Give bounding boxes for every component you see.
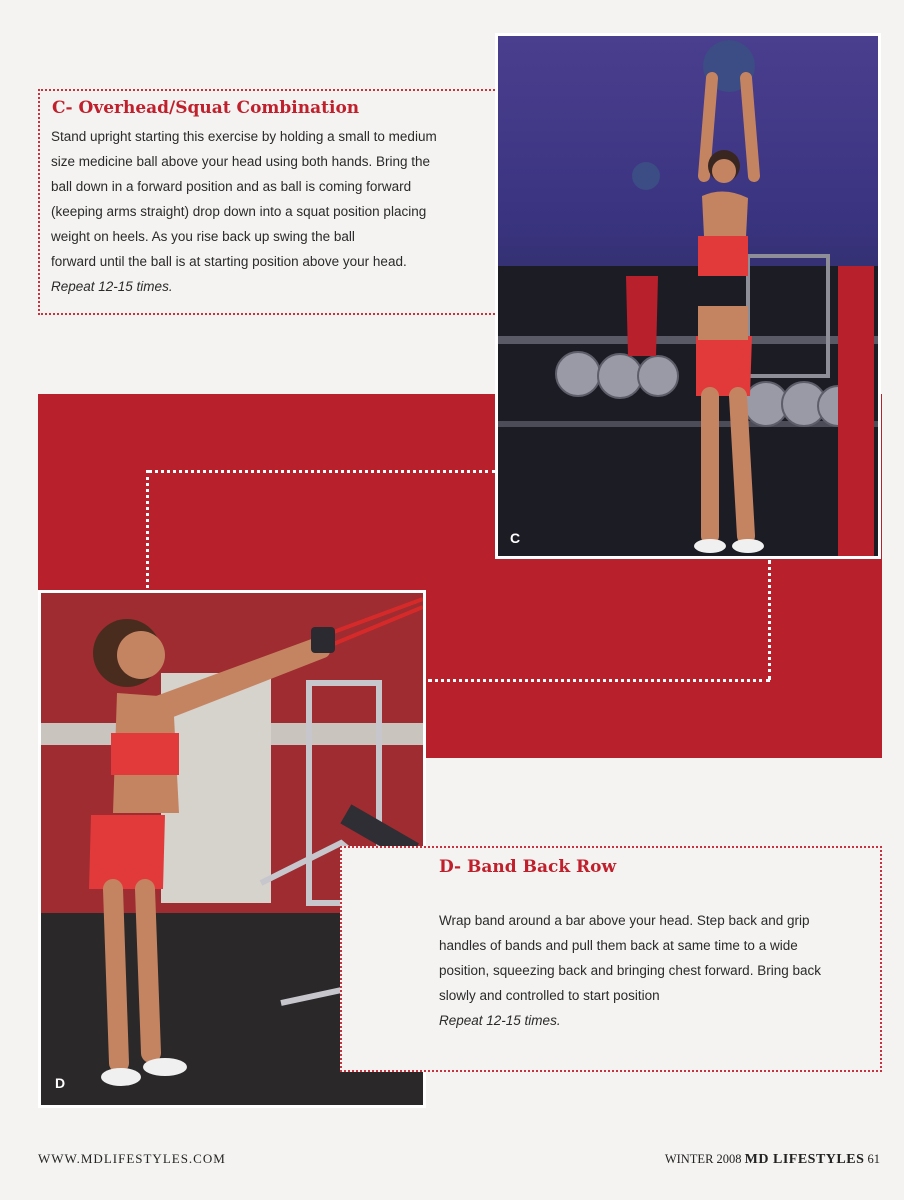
footer-folio xyxy=(665,1152,880,1168)
section-c-line: weight on heels. As you rise back up swing the ball xyxy=(51,229,355,244)
section-d-line: slowly and controlled to start position xyxy=(439,988,660,1003)
section-d-line: Wrap band around a bar above your head. Step back and grip xyxy=(439,913,810,928)
section-c-line: size medicine ball above your head using both hands. Bring the xyxy=(51,154,430,169)
section-c-line: forward until the ball is at starting position above your head. xyxy=(51,254,407,269)
footer-website: WWW.MDLIFESTYLES.COM xyxy=(38,1151,226,1166)
section-d-title: D- Band Back Row xyxy=(439,857,617,877)
section-c-line: ball down in a forward position and as ball is coming forward xyxy=(51,179,412,194)
footer-magazine: MD LIFESTYLES xyxy=(744,1152,865,1167)
section-c-line: Stand upright starting this exercise by holding a small to medium xyxy=(51,129,437,144)
dotted-line-horizontal-bottom xyxy=(428,679,770,682)
dotted-line-vertical-left xyxy=(146,470,149,588)
dotted-line-horizontal-top xyxy=(148,470,496,473)
section-d-repeat: Repeat 12-15 times. xyxy=(439,1013,561,1028)
section-c-repeat: Repeat 12-15 times. xyxy=(51,279,173,294)
section-c-title: C- Overhead/Squat Combination xyxy=(52,98,360,118)
section-d-text xyxy=(439,908,871,1033)
photo-c-label: C xyxy=(510,530,521,546)
footer-issue: WINTER 2008 xyxy=(664,1152,742,1166)
section-c-text xyxy=(51,124,481,299)
dotted-line-vertical-right xyxy=(768,560,771,680)
footer-page-number: 61 xyxy=(867,1152,880,1166)
section-d-line: handles of bands and pull them back at same time to a wide xyxy=(439,938,798,953)
exercise-c-illustration xyxy=(498,36,878,556)
photo-d-label: D xyxy=(55,1075,66,1091)
section-c-line: (keeping arms straight) drop down into a squat position placing xyxy=(51,204,427,219)
section-d-line: position, squeezing back and bringing chest forward. Bring back xyxy=(439,963,821,978)
exercise-c-photo xyxy=(495,33,881,559)
